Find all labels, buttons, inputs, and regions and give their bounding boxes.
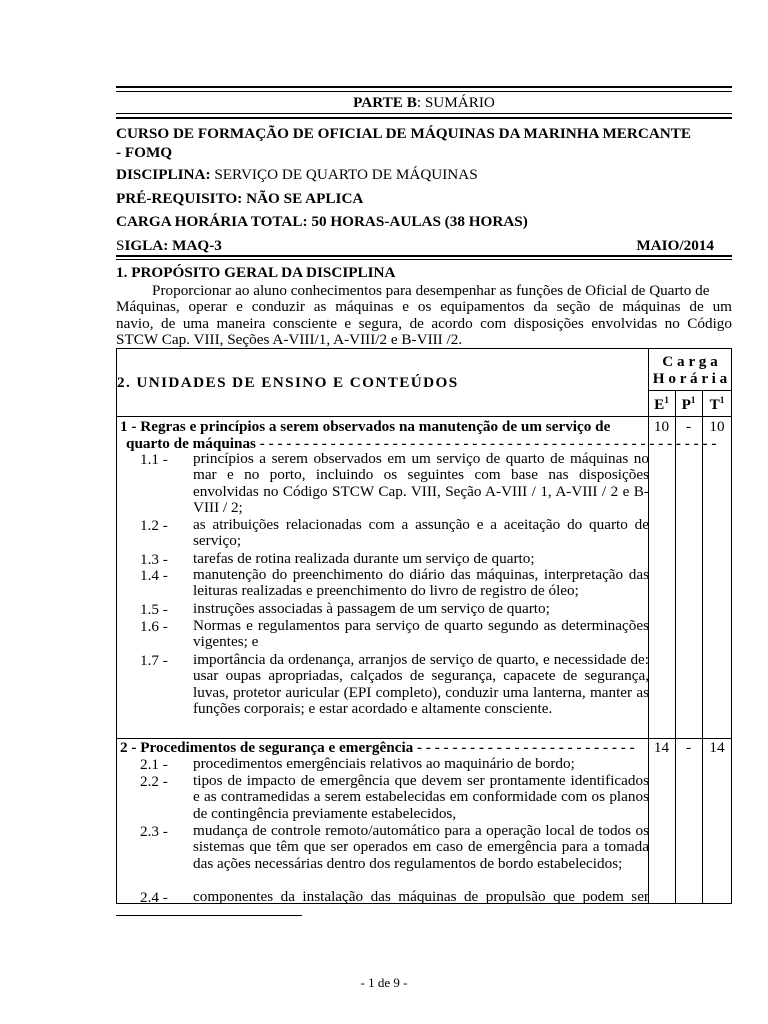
sigla-rule [116,255,732,257]
item-1-6-text: Normas e regulamentos para serviço de quarto segundo as determinações vigentes; e [193,617,649,651]
purpose-line-1: Proporcionar ao aluno conhecimentos para desempenhar as funções de Oficial de Quarto de [152,282,710,299]
unit2-title: 2 - Procedimentos de segurança e emergência - - - - - - - - - - - - - - - - - - - - - - - - - [120,739,635,756]
discipline [116,165,478,184]
item-1-6-num: 1.6 - [140,618,168,635]
col-t-label: T [709,396,720,414]
discipline-label: DISCIPLINA: [116,166,211,183]
top-rule-thin [116,91,732,92]
item-2-1-num: 2.1 - [140,756,168,773]
item-2-4-num: 2.4 - [140,889,168,906]
unit1-title-line2: quarto de máquinas - - - - - - - - - - - - - - - - - - - - - - - - - - - - - - - - - - - - - - - - - - - - - - - - - - - - [126,435,717,452]
purpose-title: 1. PROPÓSITO GERAL DA DISCIPLINA [116,264,396,281]
item-1-1-text: princípios a serem observados em um serviço de quarto de máquinas no mar e no porto, incluindo os seguintes com base nas disposições envolvidas no Código STCW Cap. VIII, Seção A-VIII / 1, A-VIII / 2 e B-VIII / 2; [193,450,649,517]
unit1-title-line1: 1 - Regras e princípios a serem observados na manutenção de um serviço de [120,418,611,435]
item-1-2-text: as atribuições relacionadas com a assunção e a aceitação do quarto de serviço; [193,516,649,550]
item-1-3-text: tarefas de rotina realizada durante um serviço de quarto; [193,550,535,567]
purpose-line-4: STCW Cap. VIII, Seções A-VIII/1, A-VIII/2 e B-VIII /2. [116,331,463,348]
part-label: PARTE B [353,94,417,111]
item-1-1-num: 1.1 - [140,451,168,468]
purpose-line-2: Máquinas, operar e conduzir as máquinas e os equipamentos da seção de máquinas de um [116,298,732,315]
col-e-sup: 1 [664,395,669,405]
col-divider-pt [702,391,703,903]
col-p-label: P [681,396,691,414]
part-heading [116,93,732,112]
item-1-2-num: 1.2 - [140,517,168,534]
unit2-e: 14 [653,739,670,756]
sigla-value: IGLA: MAQ-3 [124,237,222,254]
table-title: 2. UNIDADES DE ENSINO E CONTEÚDOS [117,374,459,391]
purpose-line-3: navio, de uma maneira consciente e segura, de acordo com disposições envolvidas no Código [116,315,732,332]
part-rule-thin [116,113,732,114]
footnote-rule [116,915,302,916]
prerequisite: PRÉ-REQUISITO: NÃO SE APLICA [116,190,364,207]
item-2-2-text: tipos de impacto de emergência que devem ser prontamente identificados e as contramedidas a serem estabelecidas em conformidade com os planos de contingência previamente estabelecidos, [193,772,649,822]
header-sub-rule [648,390,732,391]
col-p-sup: 1 [690,395,696,405]
item-2-4-text: componentes da instalação das máquinas de propulsão que podem ser [193,888,649,905]
col-p-header [675,395,702,414]
col-t-sup: 1 [719,395,725,405]
content-table [116,348,732,904]
unit1-e: 10 [653,418,670,435]
course-title-line2: - FOMQ [116,144,173,161]
sigla-rule-thin [116,259,732,260]
item-1-5-text: instruções associadas à passagem de um serviço de quarto; [193,600,550,617]
total-hours: CARGA HORÁRIA TOTAL: 50 HORAS-AULAS (38 HORAS) [116,213,528,230]
unit1-p: - [685,418,692,435]
item-2-3-num: 2.3 - [140,823,168,840]
top-rule [116,86,732,88]
item-2-1-text: procedimentos emergênciais relativos ao maquinário de bordo; [193,755,575,772]
item-1-3-num: 1.3 - [140,551,168,568]
item-1-7-num: 1.7 - [140,652,168,669]
item-2-3-text: mudança de controle remoto/automático para a operação local de todos os sistemas que têm que ser operados em caso de emergência para a tomada das ações necessárias dentro dos regulamentos de bordo estabelecidos; [193,822,649,872]
unit2-t: 14 [709,739,725,756]
item-1-7-text: importância da ordenança, arranjos de serviço de quarto, e necessidade de: usar oupas apropriadas, calçados de segurança, capacete de segurança, luvas, protetor auricular (EPI completo), conduzir uma lanterna, manter as funções corporais; e estar acordado e altamente consciente. [193,651,649,718]
horaria-label: H o r á r i a [652,370,728,387]
item-2-2-num: 2.2 - [140,773,168,790]
item-1-4-text: manutenção do preenchimento do diário das máquinas, interpretação das leituras realizadas e preenchimento do livro de registro de óleo; [193,566,649,600]
col-e-label: E [654,396,665,414]
item-1-5-num: 1.5 - [140,601,168,618]
unit2-p: - [685,739,692,756]
discipline-value: SERVIÇO DE QUARTO DE MÁQUINAS [210,166,478,183]
col-e-header [648,395,675,414]
col-divider-ep [675,391,676,903]
part-rule [116,117,732,119]
carga-label: C a r g a [662,353,718,370]
page-number: - 1 de 9 - [360,975,408,990]
sigla [116,236,222,255]
item-1-4-num: 1.4 - [140,567,168,584]
part-suffix: : SUMÁRIO [416,94,495,111]
col-t-header [702,395,732,414]
header-rule [117,416,732,417]
sigla-prefix: S [116,237,125,254]
unit1-t: 10 [709,418,725,435]
date: MAIO/2014 [636,237,714,254]
course-title-line1: CURSO DE FORMAÇÃO DE OFICIAL DE MÁQUINAS DA MARINHA MERCANTE [116,125,692,142]
